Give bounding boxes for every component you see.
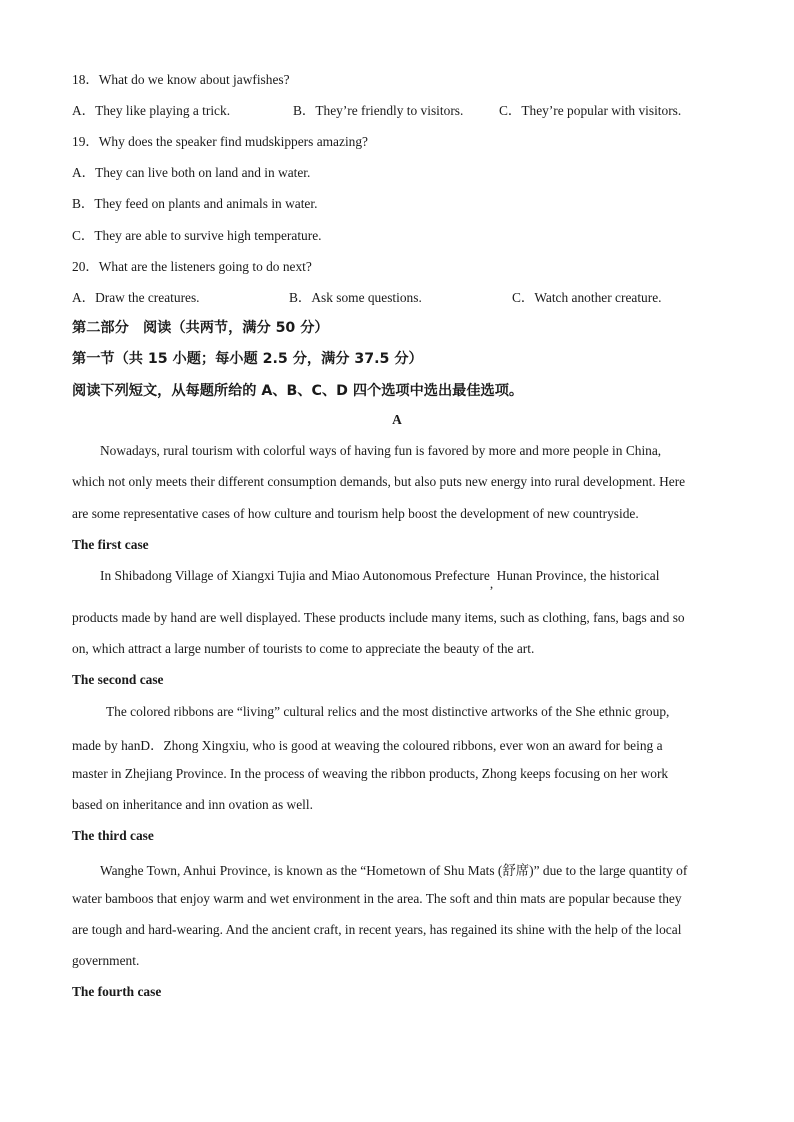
option-20-a bbox=[72, 287, 200, 306]
option-18-c bbox=[499, 100, 681, 119]
option-20-b bbox=[289, 287, 422, 306]
option-19-c bbox=[72, 225, 322, 244]
paragraph-line: are tough and hard-wearing. And the ancient craft, in recent years, has regained its shine with the help of the local bbox=[72, 922, 682, 937]
option-19-a bbox=[72, 162, 310, 181]
question-number: 20． bbox=[72, 259, 99, 274]
option-text: They’re friendly to visitors. bbox=[315, 103, 464, 118]
option-letter: B． bbox=[293, 103, 316, 118]
paragraph-line: Wanghe Town, Anhui Province, is known as the “Hometown of Shu Mats (舒席)” due to the large quantity of bbox=[100, 863, 688, 878]
question-text: What are the listeners going to do next? bbox=[98, 259, 312, 274]
option-text: They are able to survive high temperature. bbox=[94, 228, 322, 243]
option-text: Watch another creature. bbox=[534, 290, 662, 305]
reading-instruction: 阅读下列短文，从每题所给的 A、B、C、D 四个选项中选出最佳选项。 bbox=[72, 383, 524, 399]
option-letter: A． bbox=[72, 290, 96, 305]
option-text: Ask some questions. bbox=[311, 290, 422, 305]
part2-title: 第二部分 阅读（共两节，满分 50 分） bbox=[72, 320, 329, 336]
case-heading: The fourth case bbox=[72, 984, 162, 999]
option-letter: A． bbox=[72, 103, 96, 118]
question-text: Why does the speaker find mudskippers amazing? bbox=[98, 134, 368, 149]
option-letter: B． bbox=[289, 290, 312, 305]
option-text: They feed on plants and animals in water. bbox=[94, 196, 318, 211]
option-letter: C． bbox=[72, 228, 95, 243]
paragraph-line: on, which attract a large number of tourists to come to appreciate the beauty of the art. bbox=[72, 641, 535, 656]
intro-line: are some representative cases of how culture and tourism help boost the development of new countryside. bbox=[72, 506, 639, 521]
line-text: Hunan Province, the historical bbox=[496, 568, 660, 583]
paragraph-line: The colored ribbons are “living” cultural relics and the most distinctive artworks of the She ethnic group, bbox=[106, 704, 670, 719]
passage-label: A bbox=[392, 412, 402, 427]
section1-title: 第一节（共 15 小题；每小题 2.5 分，满分 37.5 分） bbox=[72, 351, 423, 367]
intro-line: which not only meets their different consumption demands, but also puts new energy into rural development. Here bbox=[72, 474, 686, 489]
intro-line: Nowadays, rural tourism with colorful ways of having fun is favored by more and more people in China, bbox=[100, 443, 662, 458]
option-text: Draw the creatures. bbox=[95, 290, 200, 305]
paragraph-line: products made by hand are well displayed. These products include many items, such as clothing, fans, bags and so bbox=[72, 610, 685, 625]
paragraph-line: water bamboos that enjoy warm and wet environment in the area. The soft and thin mats are popular because they bbox=[72, 891, 682, 906]
case-heading: The first case bbox=[72, 537, 149, 552]
option-18-a bbox=[72, 100, 230, 119]
option-letter: A． bbox=[72, 165, 96, 180]
paragraph-line: master in Zhejiang Province. In the process of weaving the ribbon products, Zhong keeps focusing on her work bbox=[72, 766, 669, 781]
option-text: They’re popular with visitors. bbox=[521, 103, 682, 118]
paragraph-line: based on inheritance and inn ovation as well. bbox=[72, 797, 313, 812]
question-19-stem bbox=[72, 131, 368, 150]
question-20-stem bbox=[72, 256, 312, 275]
case-heading: The third case bbox=[72, 828, 154, 843]
case-heading: The second case bbox=[72, 672, 164, 687]
option-text: They like playing a trick. bbox=[95, 103, 231, 118]
question-text: What do we know about jawfishes? bbox=[98, 72, 290, 87]
question-18-stem bbox=[72, 69, 290, 88]
question-number: 19． bbox=[72, 134, 99, 149]
option-18-b bbox=[293, 100, 463, 119]
option-20-c bbox=[512, 287, 662, 306]
option-letter: C． bbox=[512, 290, 535, 305]
comma: , bbox=[489, 576, 494, 591]
line-text: In Shibadong Village of Xiangxi Tujia and Miao Autonomous Prefecture bbox=[100, 568, 490, 583]
question-number: 18． bbox=[72, 72, 99, 87]
paragraph-line bbox=[100, 568, 660, 591]
option-letter: C． bbox=[499, 103, 522, 118]
paragraph-line: government. bbox=[72, 953, 140, 968]
option-text: They can live both on land and in water. bbox=[95, 165, 311, 180]
option-letter: B． bbox=[72, 196, 95, 211]
paragraph-line: made by hanD．Zhong Xingxiu, who is good at weaving the coloured ribbons, ever won an award for being a bbox=[72, 738, 663, 753]
option-19-b bbox=[72, 193, 317, 212]
